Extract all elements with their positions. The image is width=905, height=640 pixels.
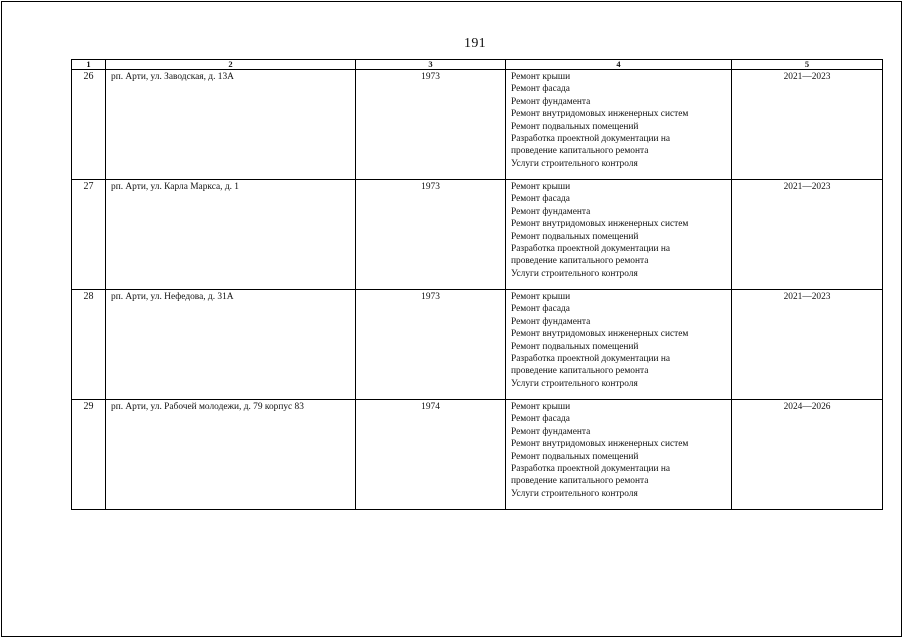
building-address: рп. Арти, ул. Карла Маркса, д. 1 — [106, 180, 356, 290]
work-list — [506, 180, 732, 290]
build-year: 1973 — [356, 290, 506, 400]
work-item: Ремонт фундамента — [511, 316, 591, 327]
work-list — [506, 400, 732, 510]
build-year: 1973 — [356, 180, 506, 290]
repair-period: 2021—2023 — [732, 290, 883, 400]
work-list — [506, 290, 732, 400]
table-header-row — [72, 60, 883, 70]
work-item: Услуги строительного контроля — [511, 488, 638, 499]
work-item: проведение капитального ремонта — [511, 256, 649, 267]
work-item: Ремонт фундамента — [511, 206, 591, 217]
page-number: 191 — [464, 36, 486, 51]
work-item: Разработка проектной документации на — [511, 244, 671, 255]
work-item: Ремонт крыши — [511, 72, 571, 82]
work-item: Ремонт фасада — [511, 304, 570, 315]
build-year: 1973 — [356, 70, 506, 180]
table-row — [72, 180, 883, 290]
building-address: рп. Арти, ул. Заводская, д. 13А — [106, 70, 356, 180]
row-number: 27 — [72, 180, 106, 290]
table-row — [72, 70, 883, 180]
row-number: 26 — [72, 70, 106, 180]
work-item: Ремонт крыши — [511, 292, 571, 302]
repair-schedule-table — [71, 59, 883, 510]
building-address: рп. Арти, ул. Нефедова, д. 31А — [106, 290, 356, 400]
work-item: Разработка проектной документации на — [511, 134, 671, 145]
column-header: 4 — [506, 60, 732, 70]
work-list — [506, 70, 732, 180]
work-item: проведение капитального ремонта — [511, 146, 649, 157]
table-row — [72, 400, 883, 510]
column-header: 2 — [106, 60, 356, 70]
work-item: Услуги строительного контроля — [511, 378, 638, 389]
column-header: 1 — [72, 60, 106, 70]
work-item: Ремонт фундамента — [511, 426, 591, 437]
work-item: проведение капитального ремонта — [511, 366, 649, 377]
build-year: 1974 — [356, 400, 506, 510]
work-item: Ремонт внутридомовых инженерных систем — [511, 439, 689, 450]
repair-period: 2024—2026 — [732, 400, 883, 510]
work-item: Ремонт подвальных помещений — [511, 451, 639, 462]
repair-period: 2021—2023 — [732, 180, 883, 290]
work-item: Услуги строительного контроля — [511, 158, 638, 169]
work-item: Ремонт подвальных помещений — [511, 121, 639, 132]
work-item: проведение капитального ремонта — [511, 476, 649, 487]
work-item: Ремонт подвальных помещений — [511, 231, 639, 242]
column-header: 5 — [732, 60, 883, 70]
row-number: 28 — [72, 290, 106, 400]
work-item: Ремонт внутридомовых инженерных систем — [511, 329, 689, 340]
table-row — [72, 290, 883, 400]
work-item: Ремонт крыши — [511, 402, 571, 412]
work-item: Ремонт внутридомовых инженерных систем — [511, 109, 689, 120]
work-item: Ремонт фасада — [511, 84, 570, 95]
repair-period: 2021—2023 — [732, 70, 883, 180]
work-item: Услуги строительного контроля — [511, 268, 638, 279]
building-address: рп. Арти, ул. Рабочей молодежи, д. 79 корпус 83 — [106, 400, 356, 510]
work-item: Ремонт подвальных помещений — [511, 341, 639, 352]
work-item: Ремонт фундамента — [511, 96, 591, 107]
column-header: 3 — [356, 60, 506, 70]
work-item: Ремонт фасада — [511, 194, 570, 205]
row-number: 29 — [72, 400, 106, 510]
work-item: Ремонт фасада — [511, 414, 570, 425]
work-item: Ремонт крыши — [511, 182, 571, 192]
work-item: Ремонт внутридомовых инженерных систем — [511, 219, 689, 230]
work-item: Разработка проектной документации на — [511, 354, 671, 365]
work-item: Разработка проектной документации на — [511, 464, 671, 475]
